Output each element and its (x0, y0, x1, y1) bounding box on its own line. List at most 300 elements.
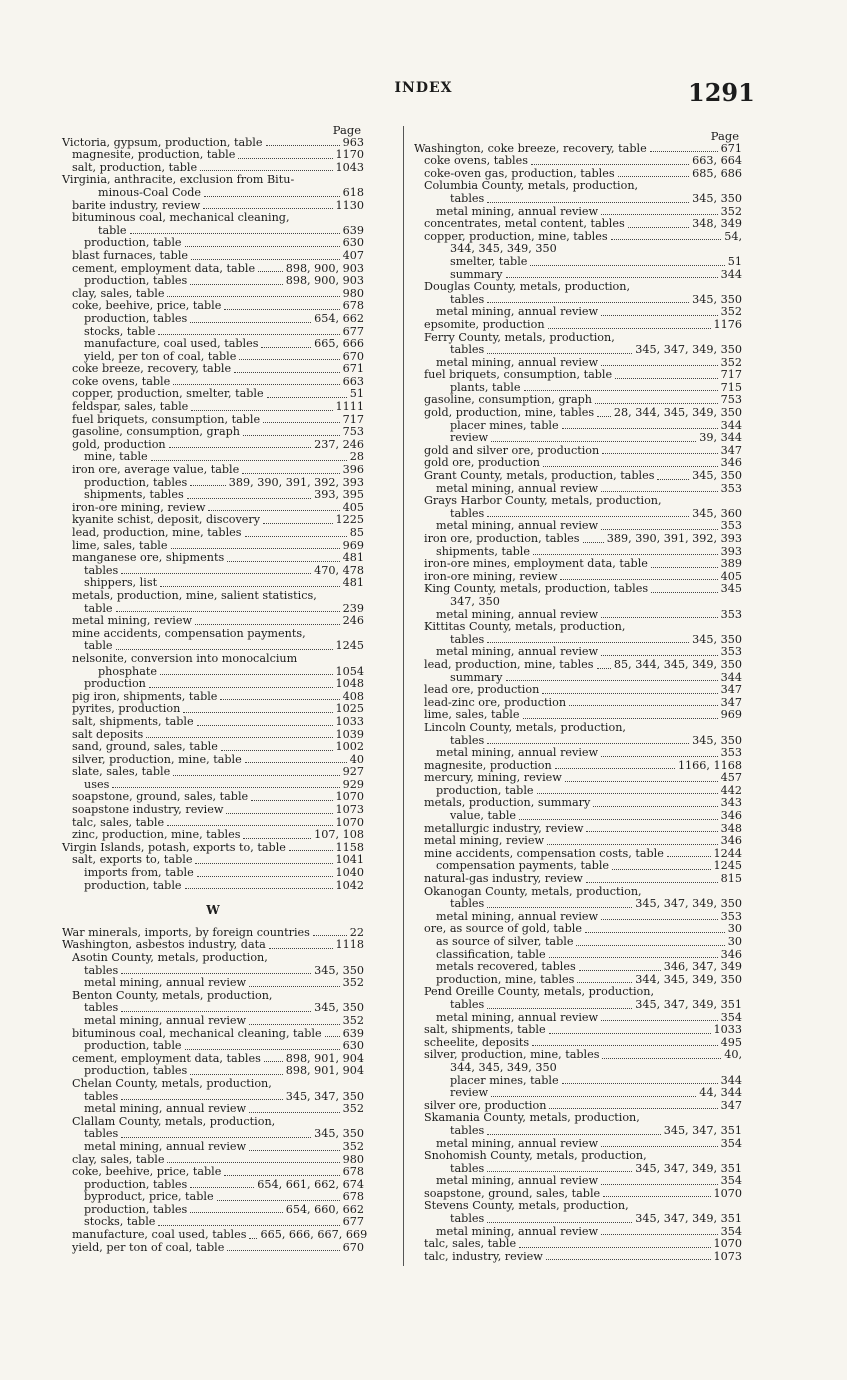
dot-leader (585, 932, 725, 933)
entry-term: production, mine, tables (436, 972, 575, 986)
entry-term: Okanogan County, metals, production, (424, 884, 642, 898)
dot-leader (628, 227, 689, 228)
dot-leader (601, 1184, 718, 1185)
dot-leader (220, 699, 339, 700)
dot-leader (160, 674, 333, 675)
entry-term: coke breeze, recovery, table (72, 362, 232, 376)
entry-pages: 495 (720, 1035, 742, 1049)
dot-leader (555, 768, 675, 769)
entry-term: blast furnaces, table (72, 248, 189, 262)
entry-pages: 717 (342, 412, 364, 426)
index-entry (62, 678, 364, 691)
dot-leader (487, 1008, 632, 1009)
entry-pages: 354 (720, 1224, 742, 1238)
index-entry (414, 999, 742, 1012)
entry-pages: 353 (720, 481, 742, 495)
entry-term: metals, production, mine, salient statistics, (72, 588, 317, 602)
entry-pages: 54, (724, 229, 742, 243)
entry-pages: 345, 347, 351 (663, 1123, 742, 1137)
entry-pages: 389, 390, 391, 392, 393 (606, 532, 742, 545)
entry-term: tables (84, 1089, 119, 1103)
entry-term: metal mining, annual review (436, 355, 599, 369)
dot-leader (491, 1096, 696, 1097)
entry-pages: 1033 (335, 714, 364, 728)
entry-pages: 354 (720, 1136, 742, 1150)
dot-leader (112, 787, 339, 788)
index-entry (62, 1078, 364, 1091)
index-entry (414, 747, 742, 760)
dot-leader (562, 1083, 718, 1084)
dot-leader (611, 239, 722, 240)
dot-leader (586, 882, 718, 883)
running-header-title: INDEX (394, 80, 453, 96)
dot-leader (547, 844, 718, 845)
index-entry (414, 722, 742, 735)
entry-term: metal mining, review (424, 834, 545, 848)
entry-pages: 347 (720, 683, 742, 697)
entry-pages: 639 (342, 1026, 364, 1040)
entry-pages: 1158 (335, 840, 364, 854)
entry-term: Columbia County, metals, production, (424, 179, 639, 193)
entry-term: metal mining, annual review (436, 1224, 599, 1238)
entry-pages: 481 (342, 576, 364, 590)
entry-term: metal mining, annual review (84, 1102, 247, 1116)
dot-leader (487, 302, 689, 303)
left-index-entries-w (62, 925, 368, 1254)
entry-pages: 1070 (713, 1186, 742, 1200)
entry-term: mine, table (84, 450, 148, 464)
entry-term: production, table (84, 236, 182, 250)
entry-term: metal mining, annual review (436, 481, 599, 495)
dot-leader (121, 973, 311, 974)
dot-leader (601, 214, 718, 215)
entry-term: iron-ore mining, review (424, 569, 558, 583)
entry-pages: 898, 901, 904 (285, 1064, 364, 1078)
entry-pages: 898, 900, 903 (285, 274, 364, 288)
entry-pages: 353 (720, 746, 742, 760)
entry-pages: 1130 (335, 198, 364, 212)
index-entry (62, 1191, 364, 1204)
dot-leader (487, 1222, 632, 1223)
dot-leader (171, 548, 340, 549)
dot-leader (487, 907, 632, 908)
index-entry (62, 338, 364, 351)
dot-leader (264, 1061, 283, 1062)
index-entry (414, 495, 742, 508)
entry-term: production, table (436, 783, 534, 797)
dot-leader (185, 1049, 340, 1050)
index-entry (414, 193, 742, 206)
index-entry (62, 590, 364, 603)
entry-pages: 345, 347, 349, 351 (635, 997, 742, 1011)
entry-term: production, tables (84, 475, 188, 489)
dot-leader (597, 668, 611, 669)
dot-leader (158, 1225, 339, 1226)
entry-term: metal mining, annual review (436, 519, 599, 533)
entry-term: King County, metals, production, tables (424, 582, 649, 596)
entry-term: as source of silver, table (436, 935, 574, 948)
entry-term: kyanite schist, deposit, discovery (72, 513, 261, 527)
entry-pages: 1245 (335, 639, 364, 653)
entry-term: silver, production, mine, table (72, 752, 242, 766)
entry-pages: 352 (720, 305, 742, 319)
dot-leader (612, 869, 710, 870)
entry-pages: 670 (342, 349, 364, 363)
dot-leader (249, 1112, 340, 1113)
index-entry (62, 1103, 364, 1116)
index-entry (414, 810, 742, 823)
entry-term: tables (84, 1127, 119, 1141)
entry-term: Virgin Islands, potash, exports to, table (62, 840, 286, 854)
entry-pages: 348, 349 (692, 217, 742, 231)
entry-pages: 345, 347, 350 (285, 1089, 364, 1103)
entry-term: lead ore, production (424, 683, 540, 697)
dot-leader (249, 986, 340, 987)
entry-pages: 353 (720, 645, 742, 659)
entry-term: metal mining, annual review (436, 1136, 599, 1150)
dot-leader (200, 170, 332, 171)
entry-term: Victoria, gypsum, production, table (62, 135, 263, 149)
index-entry (62, 829, 364, 842)
dot-leader (537, 793, 718, 794)
entry-pages: 671 (342, 362, 364, 376)
entry-term: mercury, mining, review (424, 771, 562, 785)
index-entry (414, 1251, 742, 1264)
entry-term: metal mining, annual review (436, 909, 599, 923)
dot-leader (601, 756, 718, 757)
entry-term: clay, sales, table (72, 286, 165, 300)
dot-leader (560, 579, 717, 580)
entry-pages: 405 (720, 569, 742, 583)
dot-leader (487, 1171, 632, 1172)
dot-leader (224, 309, 339, 310)
dot-leader (586, 831, 717, 832)
dot-leader (167, 1162, 339, 1163)
index-entry (62, 313, 364, 326)
entry-pages: 1042 (335, 878, 364, 892)
entry-pages: 246 (342, 614, 364, 628)
page-number: 1291 (688, 78, 755, 107)
dot-leader (601, 919, 718, 920)
index-entry (414, 1150, 742, 1163)
left-column (62, 123, 368, 1254)
dot-leader (487, 1134, 660, 1135)
dot-leader (667, 856, 711, 857)
entry-term: tables (450, 632, 485, 646)
entry-pages: 393 (720, 544, 742, 558)
entry-pages: 44, 344 (699, 1086, 742, 1100)
entry-pages: 40 (349, 752, 364, 766)
entry-term: Grays Harbor County, metals, production, (424, 494, 662, 508)
dot-leader (243, 838, 311, 839)
entry-term: tables (450, 1161, 485, 1175)
dot-leader (249, 1238, 257, 1239)
dot-leader (546, 1259, 711, 1260)
dot-leader (121, 1011, 311, 1012)
entry-term: production, tables (84, 1064, 188, 1078)
entry-pages: 237, 246 (314, 437, 364, 451)
entry-pages: 670 (342, 1240, 364, 1254)
entry-pages: 630 (342, 236, 364, 250)
entry-term: nelsonite, conversion into monocalcium (72, 651, 298, 665)
dot-leader (239, 359, 339, 360)
entry-term: production, table (84, 878, 182, 892)
index-entry (414, 684, 742, 697)
dot-leader (601, 1146, 718, 1147)
dot-leader (160, 586, 340, 587)
entry-pages: 685, 686 (692, 166, 742, 180)
entry-pages: 408 (342, 689, 364, 703)
entry-pages: 1033 (713, 1023, 742, 1037)
entry-pages: 396 (342, 463, 364, 477)
index-entry (62, 1015, 364, 1028)
index-entry (62, 766, 364, 779)
entry-pages: 470, 478 (314, 563, 364, 577)
entry-pages: 28 (349, 450, 364, 464)
entry-pages: 405 (342, 500, 364, 514)
index-entry (62, 1166, 364, 1179)
dot-leader (121, 573, 311, 574)
dot-leader (224, 1175, 339, 1176)
entry-term: magnesite, production, table (72, 148, 236, 162)
entry-term: Lincoln County, metals, production, (424, 720, 626, 734)
index-entry (414, 1062, 742, 1075)
entry-pages: 393, 395 (314, 488, 364, 502)
index-entry (62, 1141, 364, 1154)
entry-pages: 345, 350 (692, 632, 742, 646)
entry-pages: 40, (724, 1048, 742, 1062)
dot-leader (487, 516, 689, 517)
entry-term: coke ovens, tables (424, 154, 528, 168)
dot-leader (602, 1058, 721, 1059)
dot-leader (258, 271, 283, 272)
entry-pages: 1039 (335, 727, 364, 741)
entry-term: slate, sales, table (72, 765, 171, 779)
index-entry (62, 212, 364, 225)
entry-pages: 1048 (335, 677, 364, 691)
entry-pages: 85, 344, 345, 349, 350 (613, 657, 742, 671)
entry-term: uses (84, 777, 110, 791)
index-entry (62, 527, 364, 540)
index-entry (62, 426, 364, 439)
entry-pages: 980 (342, 286, 364, 300)
entry-pages: 345, 350 (314, 1001, 364, 1015)
entry-term: yield, per ton of coal, table (72, 1240, 225, 1254)
entry-pages: 345, 350 (692, 469, 742, 483)
dot-leader (650, 151, 718, 152)
entry-term: epsomite, production (424, 317, 545, 331)
dot-leader (487, 743, 689, 744)
entry-term: Pend Oreille County, metals, production, (424, 985, 655, 999)
dot-leader (601, 529, 718, 530)
entry-term: tables (450, 292, 485, 306)
dot-leader (531, 164, 689, 165)
entry-term: iron-ore mining, review (72, 500, 206, 514)
index-entry (414, 772, 742, 785)
dot-leader (269, 948, 333, 949)
entry-pages: 346 (720, 456, 742, 470)
dot-leader (595, 403, 718, 404)
index-entry (62, 804, 364, 817)
entry-pages: 353 (720, 607, 742, 621)
dot-leader (533, 554, 718, 555)
index-entry (62, 880, 364, 893)
entry-pages: 1070 (335, 815, 364, 829)
entry-term: gold, production, mine, tables (424, 406, 595, 420)
entry-term: manufacture, coal used, tables (84, 337, 259, 351)
entry-pages: 345 (720, 582, 742, 596)
entry-pages: 345, 350 (692, 191, 742, 205)
entry-term: iron ore, production, tables (424, 532, 580, 545)
entry-pages: 345, 347, 349, 350 (635, 343, 742, 357)
entry-term: War minerals, imports, by foreign countries (62, 925, 310, 939)
index-entry (62, 401, 364, 414)
entry-term: yield, per ton of coal, table (84, 349, 237, 363)
entry-pages: 1176 (713, 317, 742, 331)
index-entry (414, 835, 742, 848)
entry-pages: 677 (342, 324, 364, 338)
dot-leader (169, 447, 312, 448)
dot-leader (543, 466, 718, 467)
dot-leader (601, 315, 718, 316)
entry-term: classification, table (436, 947, 546, 961)
entry-term: copper, production, mine, tables (424, 229, 608, 243)
entry-pages: 665, 666 (314, 337, 364, 351)
page-column-label: Page (710, 129, 739, 143)
entry-pages: 1040 (335, 866, 364, 880)
entry-pages: 353 (720, 909, 742, 923)
entry-pages: 1244 (713, 846, 742, 860)
entry-pages: 815 (720, 872, 742, 886)
index-entry (62, 187, 364, 200)
index-entry (414, 961, 742, 974)
entry-pages: 352 (342, 976, 364, 990)
entry-term: metals recovered, tables (436, 960, 576, 974)
index-entry (414, 533, 742, 546)
entry-term: iron ore, average value, table (72, 463, 240, 477)
dot-leader (243, 435, 340, 436)
entry-pages: 969 (720, 708, 742, 722)
index-entry (414, 1238, 742, 1251)
entry-pages: 1111 (335, 400, 364, 414)
entry-term: lime, sales, table (72, 538, 168, 552)
entry-term: Washington, coke breeze, recovery, table (414, 141, 647, 155)
entry-pages: 1073 (335, 803, 364, 817)
index-entry (414, 155, 742, 168)
entry-term: 347, 350 (450, 594, 500, 608)
entry-term: ore, as source of gold, table (424, 922, 582, 936)
entry-term: tables (84, 963, 119, 977)
entry-term: summary (450, 267, 503, 281)
entry-term: sand, ground, sales, table (72, 740, 218, 754)
entry-term: stocks, table (84, 324, 156, 338)
entry-term: metal mining, annual review (436, 746, 599, 760)
dot-leader (190, 1212, 282, 1213)
entry-pages: 347 (720, 1098, 742, 1112)
index-entry (414, 659, 742, 672)
dot-leader (249, 1024, 340, 1025)
entry-pages: 353 (720, 519, 742, 533)
entry-term: metal mining, review (72, 614, 193, 628)
dot-leader (615, 378, 718, 379)
entry-pages: 1166, 1168 (677, 758, 742, 772)
entry-pages: 352 (342, 1139, 364, 1153)
index-entry (62, 149, 364, 162)
entry-term: Ferry County, metals, production, (424, 330, 615, 344)
dot-leader (185, 888, 333, 889)
index-entry (62, 1228, 368, 1242)
entry-term: tables (450, 506, 485, 520)
dot-leader (491, 441, 696, 442)
entry-pages: 1070 (335, 790, 364, 804)
entry-term: shipments, tables (84, 488, 184, 502)
entry-term: Snohomish County, metals, production, (424, 1149, 647, 1163)
entry-pages: 1170 (335, 148, 364, 162)
entry-term: manufacture, coal used, tables (72, 1228, 247, 1242)
dot-leader (565, 781, 718, 782)
dot-leader (601, 1020, 718, 1021)
entry-term: gasoline, consumption, graph (72, 425, 240, 439)
entry-pages: 663 (342, 374, 364, 388)
dot-leader (267, 397, 347, 398)
entry-term: coke, beehive, price, table (72, 1165, 222, 1179)
index-entry (414, 432, 742, 445)
entry-pages: 347 (720, 695, 742, 709)
entry-term: metal mining, annual review (436, 204, 599, 218)
entry-term: Skamania County, metals, production, (424, 1111, 640, 1125)
column-divider (403, 126, 404, 1266)
dot-leader (657, 479, 689, 480)
dot-leader (197, 725, 333, 726)
dot-leader (263, 422, 340, 423)
dot-leader (602, 453, 717, 454)
entry-pages: 980 (342, 1152, 364, 1166)
index-entry (62, 363, 364, 376)
index-entry (414, 470, 742, 483)
entry-term: metal mining, annual review (436, 645, 599, 659)
dot-leader (130, 233, 340, 234)
entry-pages: 678 (342, 1165, 364, 1179)
entry-pages: 344 (720, 670, 742, 684)
entry-term: magnesite, production (424, 758, 552, 772)
entry-term: tables (450, 997, 485, 1011)
dot-leader (208, 510, 339, 511)
entry-pages: 345, 350 (314, 963, 364, 977)
entry-pages: 618 (342, 185, 364, 199)
index-entry (62, 716, 364, 729)
dot-leader (146, 737, 332, 738)
index-entry (414, 407, 742, 420)
entry-term: manganese ore, shipments (72, 551, 225, 565)
entry-pages: 107, 108 (314, 828, 364, 842)
index-entry (414, 558, 742, 571)
entry-term: tables (450, 733, 485, 747)
dot-leader (183, 712, 332, 713)
dot-leader (203, 208, 332, 209)
entry-term: metal mining, annual review (436, 607, 599, 621)
entry-pages: 343 (720, 796, 742, 810)
dot-leader (562, 428, 718, 429)
entry-term: metal mining, annual review (436, 1174, 599, 1188)
entry-pages: 28, 344, 345, 349, 350 (613, 406, 742, 420)
entry-term: production, tables (84, 1202, 188, 1216)
dot-leader (242, 473, 339, 474)
index-entry (414, 873, 742, 886)
dot-leader (217, 1200, 340, 1201)
entry-term: soapstone, ground, sales, table (424, 1186, 601, 1200)
entry-pages: 1073 (713, 1249, 742, 1263)
dot-leader (569, 705, 718, 706)
